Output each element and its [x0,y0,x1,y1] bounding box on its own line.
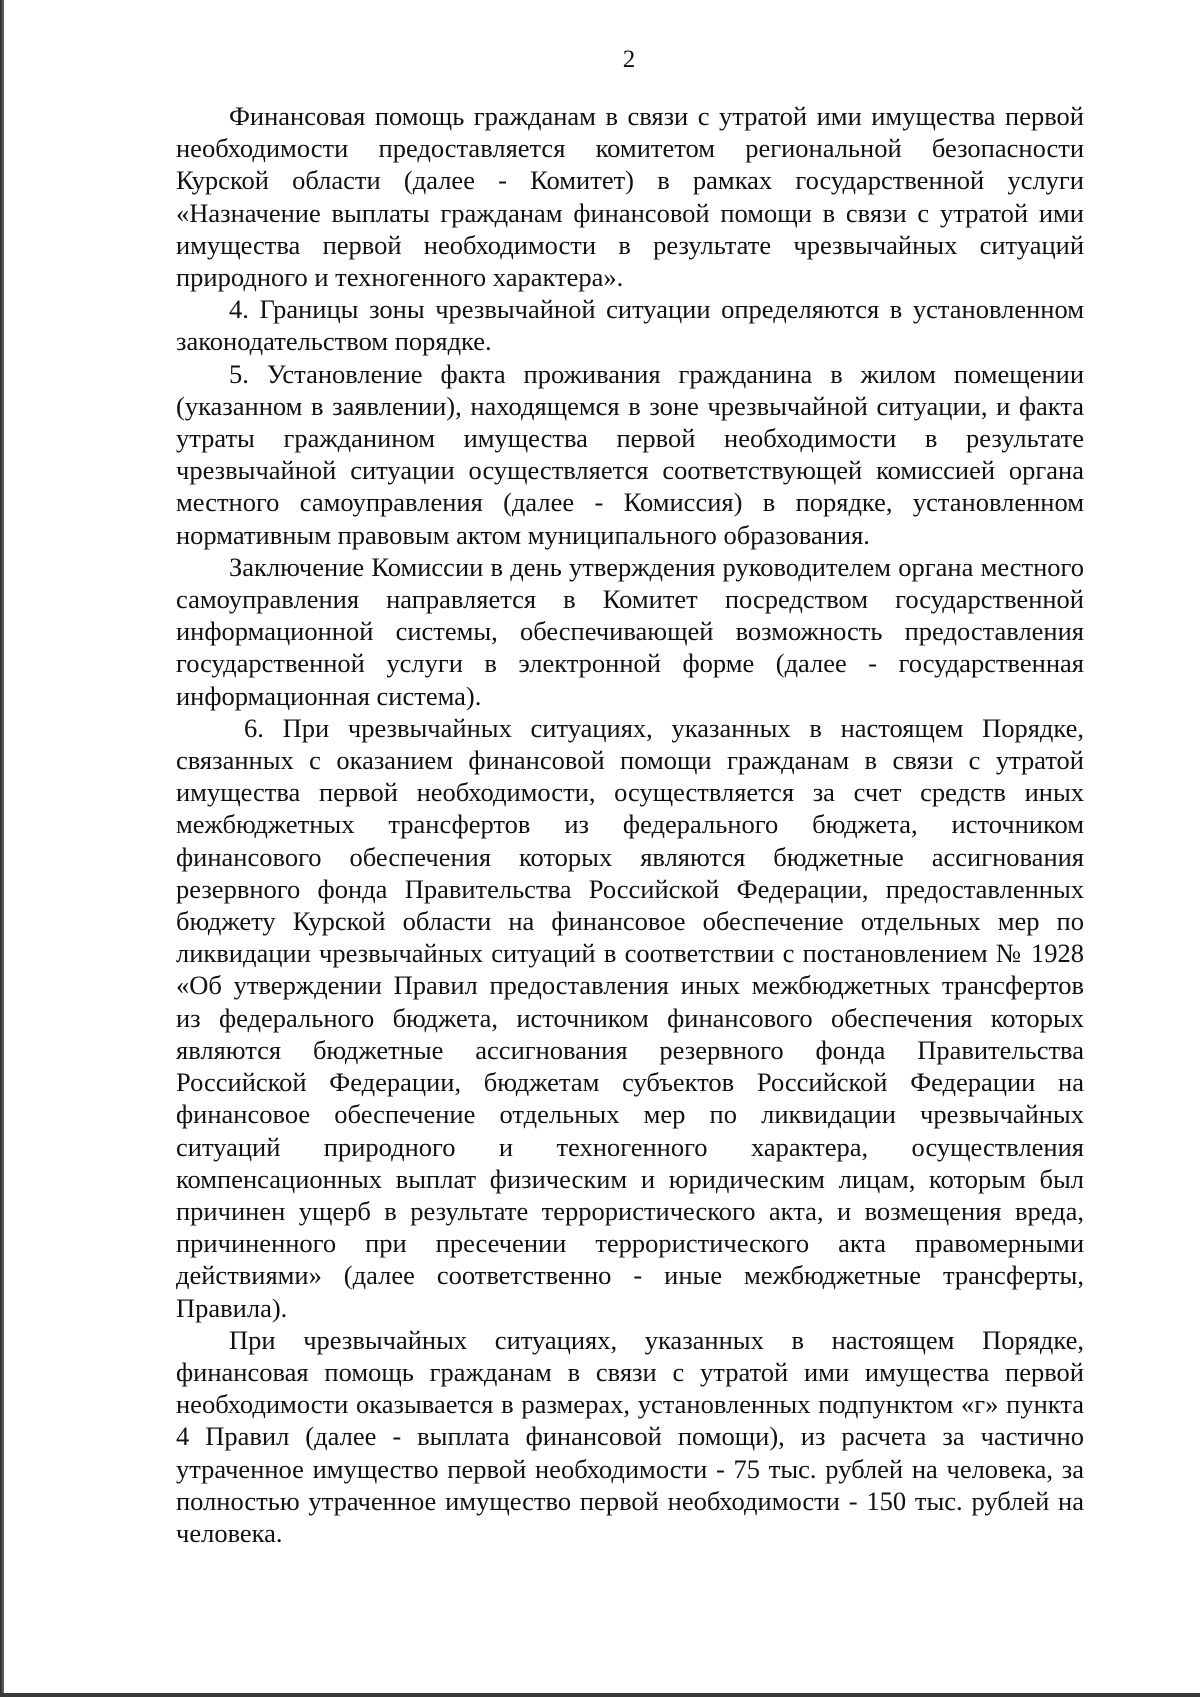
paragraph-commission-conclusion: Заключение Комиссии в день утверждения руководителем органа местного самоуправления направляется в Комитет посредством государственной информационной системы, обеспечивающей возможность предоставления государственной услуги в электронной форме (далее - государственная информационная система). [176,551,1084,711]
paragraph-item-5-residence-fact: 5. Установление факта проживания гражданина в жилом помещении (указанном в заявлении), находящемся в зоне чрезвычайной ситуации, и факта утраты гражданином имущества первой необходимости в результате чрезвычайной ситуации осуществляется соответствующей комиссией органа местного самоуправления (далее - Комиссия) в порядке, установленном нормативным правовым актом муниципального образования. [176,358,1084,550]
page-number: 2 [622,46,636,73]
scan-edge-left [0,0,4,1697]
scan-edge-bottom [0,1693,1200,1697]
paragraph-item-6-interbudget-transfers: 6. При чрезвычайных ситуациях, указанных в настоящем Порядке, связанных с оказанием финансовой помощи гражданам в связи с утратой имущества первой необходимости, осуществляется за счет средств иных межбюджетных трансфертов из федерального бюджета, источником финансового обеспечения которых являются бюджетные ассигнования резервного фонда Правительства Российской Федерации, предоставленных бюджету Курской области на финансовое обеспечение отдельных мер по ликвидации чрезвычайных ситуаций в соответствии с постановлением № 1928 «Об утверждении Правил предоставления иных межбюджетных трансфертов из федерального бюджета, источником финансового обеспечения которых являются бюджетные ассигнования резервного фонда Правительства Российской Федерации, бюджетам субъектов Российской Федерации на финансовое обеспечение отдельных мер по ликвидации чрезвычайных ситуаций природного и техногенного характера, осуществления компенсационных выплат физическим и юридическим лицам, которым был причинен ущерб в результате террористического акта, и возмещения вреда, причиненного при пресечении террористического акта правомерными действиями» (далее соответственно - иные межбюджетные трансферты, Правила). [176,712,1084,1323]
document-body [176,100,1084,1549]
paragraph-payment-amounts: При чрезвычайных ситуациях, указанных в настоящем Порядке, финансовая помощь гражданам в связи с утратой ими имущества первой необходимости оказывается в размерах, установленных подпунктом «г» пункта 4 Правил (далее - выплата финансовой помощи), из расчета за частично утраченное имущество первой необходимости - 75 тыс. рублей на человека, за полностью утраченное имущество первой необходимости - 150 тыс. рублей на человека. [176,1324,1084,1548]
paragraph-item-4-emergency-zone: 4. Границы зоны чрезвычайной ситуации определяются в установленном законодательством порядке. [176,294,1084,357]
paragraph-financial-assistance: Финансовая помощь гражданам в связи с утратой ими имущества первой необходимости предоставляется комитетом региональной безопасности Курской области (далее - Комитет) в рамках государственной услуги «Назначение выплаты гражданам финансовой помощи в связи с утратой ими имущества первой необходимости в результате чрезвычайных ситуаций природного и техногенного характера». [176,101,1084,293]
